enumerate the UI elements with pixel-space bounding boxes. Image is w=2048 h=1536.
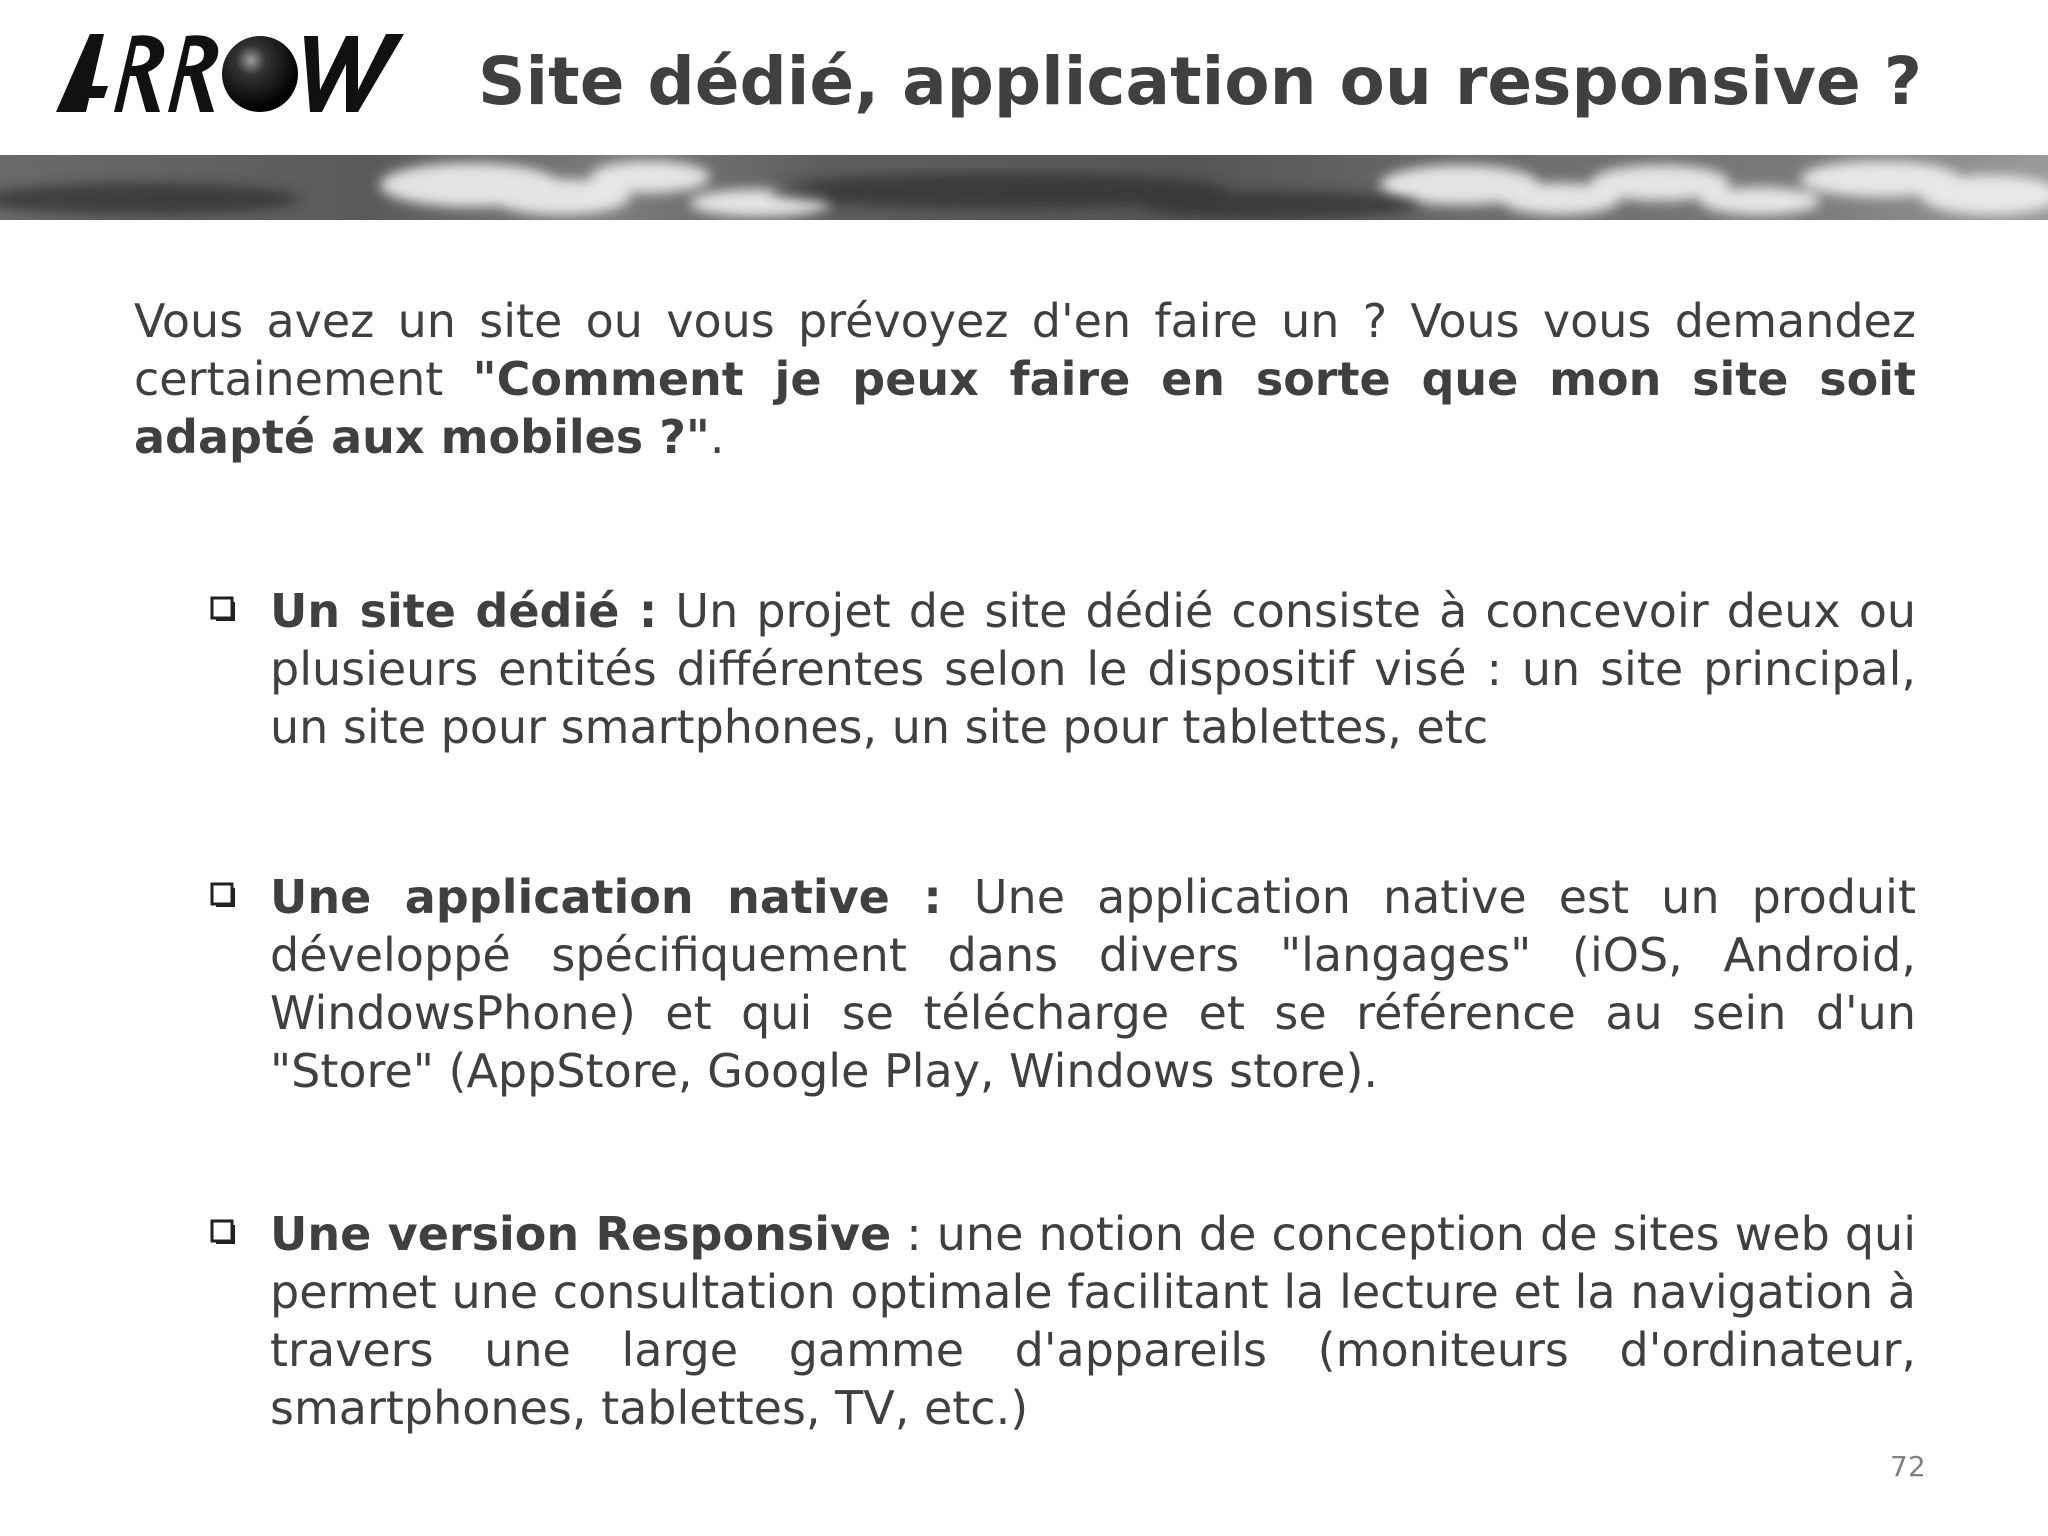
bullet-description: : une notion de conception de sites web qui permet une consultation optimale facilitant la lecture et la navigation à travers une large gamme d'appareils (moniteurs d'ordinateur, smartphones, tablettes, TV, etc.) <box>270 1207 1916 1435</box>
bullet-item-native-app <box>270 868 1916 1100</box>
bullet-description: Un projet de site dédié consiste à concevoir deux ou plusieurs entités différentes selon le dispositif visé : un site principal, un site pour smartphones, un site pour tablettes, etc <box>270 584 1916 754</box>
page-number: 72 <box>1890 1450 1926 1483</box>
sky-banner-image <box>0 155 2048 220</box>
slide-content <box>134 292 1916 1435</box>
checkbox-icon <box>210 882 236 908</box>
intro-paragraph <box>134 292 1916 466</box>
arrow-logo <box>52 28 412 116</box>
checkbox-icon <box>210 1219 236 1245</box>
intro-question: "Comment je peux faire en sorte que mon site soit adapté aux mobiles ?" <box>134 352 1916 464</box>
bullet-term: Une application native : <box>270 870 942 924</box>
intro-end: . <box>709 410 725 464</box>
bullet-item-dedicated-site <box>270 582 1916 756</box>
bullet-term: Un site dédié : <box>270 584 658 638</box>
bullet-term: Une version Responsive <box>270 1207 892 1261</box>
bullet-item-responsive <box>270 1205 1916 1437</box>
bullet-description: Une application native est un produit développé spécifiquement dans divers "langages" (iOS, Android, WindowsPhone) et qui se télécharge et se référence au sein d'un "Store" (AppStore, Google Play, Windows store). <box>270 870 1916 1098</box>
slide-title: Site dédié, application ou responsive ? <box>478 43 1922 120</box>
arrow-logo-icon <box>52 28 412 116</box>
checkbox-icon <box>210 596 236 622</box>
intro-text: Vous avez un site ou vous prévoyez d'en faire un ? Vous vous demandez certainement <box>134 294 1916 406</box>
slide-header <box>0 0 2048 150</box>
